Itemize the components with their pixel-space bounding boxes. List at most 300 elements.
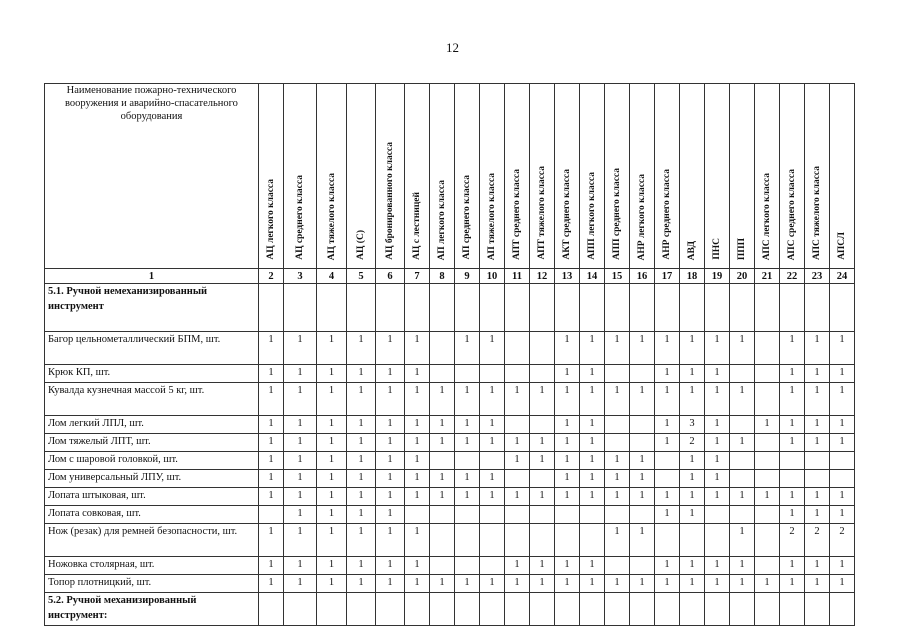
quantity-cell — [505, 332, 530, 365]
quantity-cell — [580, 524, 605, 557]
quantity-cell: 1 — [430, 488, 455, 506]
column-header-label: АП тяжелого класса — [487, 172, 497, 260]
quantity-cell — [555, 524, 580, 557]
quantity-cell: 1 — [830, 506, 855, 524]
quantity-cell — [630, 593, 655, 626]
quantity-cell: 1 — [505, 383, 530, 416]
quantity-cell: 1 — [830, 575, 855, 593]
quantity-cell — [555, 593, 580, 626]
table-row — [45, 383, 855, 416]
column-header — [376, 84, 405, 269]
quantity-cell: 1 — [284, 365, 317, 383]
table-row — [45, 575, 855, 593]
column-header — [530, 84, 555, 269]
quantity-cell — [555, 506, 580, 524]
quantity-cell: 1 — [780, 416, 805, 434]
quantity-cell: 1 — [830, 488, 855, 506]
quantity-cell: 1 — [730, 488, 755, 506]
column-header-label: АЦ тяжелого класса — [326, 172, 337, 260]
quantity-cell: 1 — [605, 332, 630, 365]
quantity-cell: 1 — [284, 524, 317, 557]
quantity-cell — [580, 506, 605, 524]
quantity-cell: 3 — [680, 416, 705, 434]
column-header-label: АПТ тяжелого класса — [537, 166, 547, 260]
quantity-cell: 1 — [317, 452, 347, 470]
quantity-cell: 1 — [805, 416, 830, 434]
quantity-cell: 1 — [455, 416, 480, 434]
column-number: 24 — [830, 269, 855, 284]
column-header — [755, 84, 780, 269]
quantity-cell — [530, 470, 555, 488]
quantity-cell: 1 — [680, 488, 705, 506]
quantity-cell — [755, 383, 780, 416]
quantity-cell — [259, 284, 284, 332]
quantity-cell — [405, 506, 430, 524]
quantity-cell: 1 — [376, 332, 405, 365]
quantity-cell: 1 — [259, 524, 284, 557]
quantity-cell: 1 — [259, 416, 284, 434]
quantity-cell: 1 — [284, 506, 317, 524]
quantity-cell: 1 — [680, 575, 705, 593]
quantity-cell — [730, 365, 755, 383]
quantity-cell: 1 — [317, 575, 347, 593]
column-header-label: ППП — [737, 237, 747, 260]
quantity-cell — [430, 365, 455, 383]
quantity-cell: 1 — [284, 332, 317, 365]
quantity-cell: 1 — [376, 524, 405, 557]
quantity-cell: 1 — [505, 452, 530, 470]
quantity-cell — [705, 524, 730, 557]
column-header-label: ПНС — [712, 238, 722, 260]
quantity-cell — [730, 416, 755, 434]
quantity-cell — [530, 524, 555, 557]
quantity-cell — [630, 557, 655, 575]
column-number: 16 — [630, 269, 655, 284]
quantity-cell: 1 — [780, 488, 805, 506]
quantity-cell — [655, 452, 680, 470]
quantity-cell — [705, 284, 730, 332]
column-number: 11 — [505, 269, 530, 284]
item-name: Кувалда кузнечная массой 5 кг, шт. — [45, 383, 259, 416]
column-header — [805, 84, 830, 269]
quantity-cell: 1 — [580, 434, 605, 452]
quantity-cell: 1 — [680, 506, 705, 524]
quantity-cell — [830, 452, 855, 470]
quantity-cell: 1 — [555, 452, 580, 470]
quantity-cell — [705, 506, 730, 524]
quantity-cell — [755, 332, 780, 365]
quantity-cell: 1 — [680, 365, 705, 383]
quantity-cell: 1 — [630, 488, 655, 506]
quantity-cell: 1 — [580, 470, 605, 488]
quantity-cell — [555, 284, 580, 332]
quantity-cell: 1 — [376, 506, 405, 524]
quantity-cell — [755, 434, 780, 452]
column-header-label: АКТ среднего класса — [562, 169, 572, 260]
column-header — [480, 84, 505, 269]
quantity-cell: 1 — [580, 452, 605, 470]
column-number: 3 — [284, 269, 317, 284]
quantity-cell — [480, 557, 505, 575]
quantity-cell: 1 — [680, 557, 705, 575]
quantity-cell: 1 — [317, 506, 347, 524]
table-row — [45, 506, 855, 524]
quantity-cell — [655, 524, 680, 557]
quantity-cell: 1 — [480, 416, 505, 434]
column-header-label: АПС тяжелого класса — [812, 165, 822, 260]
column-header — [605, 84, 630, 269]
quantity-cell — [455, 365, 480, 383]
table-row — [45, 452, 855, 470]
quantity-cell: 2 — [680, 434, 705, 452]
quantity-cell — [505, 284, 530, 332]
quantity-cell: 1 — [405, 332, 430, 365]
quantity-cell: 1 — [630, 332, 655, 365]
quantity-cell: 1 — [705, 365, 730, 383]
column-header-label: АНР легкого класса — [637, 173, 647, 260]
quantity-cell — [259, 506, 284, 524]
column-header — [430, 84, 455, 269]
item-name: Топор плотницкий, шт. — [45, 575, 259, 593]
quantity-cell — [430, 524, 455, 557]
quantity-cell: 1 — [630, 383, 655, 416]
quantity-cell: 1 — [347, 524, 376, 557]
quantity-cell: 1 — [580, 575, 605, 593]
column-number: 6 — [376, 269, 405, 284]
quantity-cell: 1 — [555, 575, 580, 593]
quantity-cell: 1 — [630, 470, 655, 488]
quantity-cell: 1 — [347, 488, 376, 506]
quantity-cell — [680, 593, 705, 626]
quantity-cell: 1 — [805, 383, 830, 416]
column-header-label: АПСЛ — [837, 232, 847, 260]
quantity-cell: 1 — [630, 524, 655, 557]
quantity-cell: 1 — [455, 434, 480, 452]
quantity-cell — [630, 365, 655, 383]
quantity-cell: 1 — [555, 557, 580, 575]
column-header-label: АПС среднего класса — [787, 168, 797, 260]
quantity-cell: 1 — [805, 332, 830, 365]
quantity-cell — [755, 365, 780, 383]
quantity-cell — [755, 593, 780, 626]
quantity-cell: 1 — [317, 416, 347, 434]
quantity-cell: 1 — [805, 434, 830, 452]
quantity-cell: 1 — [830, 383, 855, 416]
quantity-cell — [505, 416, 530, 434]
column-header-label: АНР среднего класса — [662, 169, 672, 260]
quantity-cell — [505, 506, 530, 524]
quantity-cell: 1 — [705, 470, 730, 488]
column-number: 7 — [405, 269, 430, 284]
item-name: Нож (резак) для ремней безопасности, шт. — [45, 524, 259, 557]
quantity-cell: 1 — [555, 470, 580, 488]
quantity-cell — [605, 506, 630, 524]
quantity-cell: 1 — [705, 383, 730, 416]
quantity-cell: 1 — [405, 452, 430, 470]
quantity-cell — [430, 557, 455, 575]
quantity-cell: 1 — [730, 524, 755, 557]
quantity-cell: 1 — [805, 365, 830, 383]
quantity-cell: 1 — [405, 470, 430, 488]
quantity-cell: 1 — [530, 452, 555, 470]
item-name: Багор цельнометаллический БПМ, шт. — [45, 332, 259, 365]
quantity-cell: 1 — [347, 575, 376, 593]
quantity-cell — [376, 284, 405, 332]
page-number: 12 — [446, 40, 459, 55]
quantity-cell: 1 — [405, 383, 430, 416]
column-number: 15 — [605, 269, 630, 284]
column-number: 21 — [755, 269, 780, 284]
quantity-cell — [405, 284, 430, 332]
quantity-cell: 1 — [284, 575, 317, 593]
quantity-cell — [430, 506, 455, 524]
table-row — [45, 434, 855, 452]
quantity-cell: 1 — [259, 557, 284, 575]
quantity-cell: 1 — [655, 365, 680, 383]
quantity-cell — [755, 470, 780, 488]
quantity-cell — [284, 284, 317, 332]
quantity-cell: 1 — [376, 434, 405, 452]
quantity-cell: 1 — [430, 383, 455, 416]
quantity-cell: 1 — [259, 452, 284, 470]
quantity-cell — [376, 593, 405, 626]
column-header-label: АЦ легкого класса — [266, 179, 276, 260]
quantity-cell — [480, 593, 505, 626]
quantity-cell — [530, 332, 555, 365]
quantity-cell: 1 — [317, 383, 347, 416]
column-header — [730, 84, 755, 269]
table-row — [45, 557, 855, 575]
quantity-cell — [505, 524, 530, 557]
quantity-cell: 1 — [317, 488, 347, 506]
quantity-cell: 1 — [705, 434, 730, 452]
quantity-cell: 1 — [555, 365, 580, 383]
column-header — [284, 84, 317, 269]
quantity-cell — [480, 506, 505, 524]
quantity-cell: 1 — [376, 557, 405, 575]
quantity-cell — [705, 593, 730, 626]
quantity-cell: 1 — [655, 506, 680, 524]
table-row — [45, 416, 855, 434]
quantity-cell: 1 — [805, 575, 830, 593]
quantity-cell — [805, 452, 830, 470]
quantity-cell — [730, 593, 755, 626]
quantity-cell: 1 — [655, 416, 680, 434]
item-name: Лом с шаровой головкой, шт. — [45, 452, 259, 470]
quantity-cell: 1 — [530, 575, 555, 593]
quantity-cell: 1 — [680, 332, 705, 365]
quantity-cell: 1 — [430, 575, 455, 593]
quantity-cell — [605, 416, 630, 434]
quantity-cell: 1 — [630, 452, 655, 470]
column-number: 2 — [259, 269, 284, 284]
quantity-cell: 1 — [259, 575, 284, 593]
column-number: 23 — [805, 269, 830, 284]
item-name: Лом легкий ЛПЛ, шт. — [45, 416, 259, 434]
table-row — [45, 488, 855, 506]
quantity-cell: 1 — [347, 416, 376, 434]
quantity-cell: 1 — [376, 383, 405, 416]
quantity-cell: 1 — [830, 434, 855, 452]
quantity-cell: 1 — [430, 416, 455, 434]
quantity-cell: 1 — [555, 434, 580, 452]
quantity-cell: 1 — [376, 488, 405, 506]
column-header — [630, 84, 655, 269]
quantity-cell: 1 — [480, 488, 505, 506]
quantity-cell: 1 — [655, 332, 680, 365]
quantity-cell: 1 — [430, 434, 455, 452]
item-name: Лопата штыковая, шт. — [45, 488, 259, 506]
quantity-cell: 1 — [317, 365, 347, 383]
quantity-cell: 1 — [530, 383, 555, 416]
column-header — [317, 84, 347, 269]
quantity-cell: 1 — [830, 416, 855, 434]
column-number: 10 — [480, 269, 505, 284]
quantity-cell — [755, 557, 780, 575]
quantity-cell — [755, 284, 780, 332]
column-number: 5 — [347, 269, 376, 284]
quantity-cell — [580, 284, 605, 332]
quantity-cell: 1 — [405, 575, 430, 593]
quantity-cell: 1 — [405, 365, 430, 383]
quantity-cell: 1 — [347, 470, 376, 488]
quantity-cell — [284, 593, 317, 626]
column-header — [259, 84, 284, 269]
column-header — [555, 84, 580, 269]
item-name: Крюк КП, шт. — [45, 365, 259, 383]
quantity-cell — [780, 470, 805, 488]
column-header — [580, 84, 605, 269]
quantity-cell — [347, 284, 376, 332]
table-row — [45, 470, 855, 488]
quantity-cell — [805, 470, 830, 488]
quantity-cell: 1 — [780, 557, 805, 575]
quantity-cell: 1 — [830, 365, 855, 383]
quantity-cell: 1 — [780, 365, 805, 383]
quantity-cell — [405, 593, 430, 626]
quantity-cell: 1 — [530, 434, 555, 452]
column-header — [455, 84, 480, 269]
quantity-cell: 1 — [705, 332, 730, 365]
quantity-cell: 1 — [405, 524, 430, 557]
quantity-cell: 1 — [455, 488, 480, 506]
quantity-cell: 1 — [347, 452, 376, 470]
quantity-cell: 1 — [284, 416, 317, 434]
quantity-cell: 1 — [555, 416, 580, 434]
quantity-cell — [780, 452, 805, 470]
column-header-label: АП легкого класса — [437, 179, 447, 260]
quantity-cell: 1 — [480, 383, 505, 416]
quantity-cell: 1 — [655, 488, 680, 506]
quantity-cell — [480, 452, 505, 470]
column-header — [405, 84, 430, 269]
quantity-cell: 2 — [830, 524, 855, 557]
quantity-cell: 1 — [605, 470, 630, 488]
column-number: 8 — [430, 269, 455, 284]
section-title: 5.1. Ручной немеханизированный инструмент — [45, 284, 259, 332]
quantity-cell: 1 — [755, 575, 780, 593]
quantity-cell: 1 — [376, 416, 405, 434]
quantity-cell — [455, 506, 480, 524]
column-header-label: АПТ среднего класса — [512, 169, 522, 260]
quantity-cell — [505, 593, 530, 626]
column-header — [680, 84, 705, 269]
section-title: 5.2. Ручной механизированный инструмент: — [45, 593, 259, 626]
quantity-cell: 1 — [605, 488, 630, 506]
quantity-cell: 1 — [347, 383, 376, 416]
quantity-cell — [755, 524, 780, 557]
quantity-cell: 1 — [555, 332, 580, 365]
quantity-cell: 1 — [730, 557, 755, 575]
quantity-cell: 1 — [555, 488, 580, 506]
quantity-cell — [430, 593, 455, 626]
quantity-cell — [530, 506, 555, 524]
equipment-table — [44, 83, 855, 626]
quantity-cell: 2 — [805, 524, 830, 557]
quantity-cell: 1 — [705, 575, 730, 593]
quantity-cell: 2 — [780, 524, 805, 557]
quantity-cell: 1 — [284, 434, 317, 452]
quantity-cell — [317, 593, 347, 626]
column-header — [780, 84, 805, 269]
quantity-cell — [805, 593, 830, 626]
quantity-cell — [780, 593, 805, 626]
quantity-cell: 1 — [605, 383, 630, 416]
column-number: 19 — [705, 269, 730, 284]
column-number: 18 — [680, 269, 705, 284]
quantity-cell — [605, 365, 630, 383]
quantity-cell: 1 — [655, 557, 680, 575]
item-name: Лом универсальный ЛПУ, шт. — [45, 470, 259, 488]
quantity-cell — [655, 284, 680, 332]
quantity-cell — [680, 524, 705, 557]
quantity-cell: 1 — [376, 575, 405, 593]
column-number: 12 — [530, 269, 555, 284]
quantity-cell: 1 — [605, 524, 630, 557]
quantity-cell — [730, 284, 755, 332]
quantity-cell: 1 — [530, 488, 555, 506]
quantity-cell: 1 — [259, 383, 284, 416]
quantity-cell — [630, 284, 655, 332]
column-header-label: АЦ бронированного класса — [385, 142, 395, 260]
quantity-cell: 1 — [284, 557, 317, 575]
quantity-cell: 1 — [347, 506, 376, 524]
column-header-label: АПП среднего класса — [612, 168, 622, 260]
column-number: 17 — [655, 269, 680, 284]
quantity-cell: 1 — [730, 332, 755, 365]
quantity-cell: 1 — [259, 470, 284, 488]
quantity-cell — [755, 452, 780, 470]
quantity-cell: 1 — [805, 557, 830, 575]
quantity-cell — [455, 452, 480, 470]
quantity-cell: 1 — [455, 383, 480, 416]
quantity-cell — [655, 593, 680, 626]
quantity-cell: 1 — [284, 488, 317, 506]
quantity-cell: 1 — [405, 416, 430, 434]
quantity-cell: 1 — [830, 557, 855, 575]
quantity-cell — [730, 452, 755, 470]
quantity-cell — [505, 365, 530, 383]
quantity-cell: 1 — [317, 557, 347, 575]
quantity-cell: 1 — [480, 434, 505, 452]
quantity-cell — [430, 332, 455, 365]
column-header-label: АЦ среднего класса — [295, 175, 305, 260]
quantity-cell: 1 — [680, 383, 705, 416]
quantity-cell: 1 — [376, 452, 405, 470]
quantity-cell — [730, 506, 755, 524]
quantity-cell: 1 — [505, 488, 530, 506]
quantity-cell: 1 — [630, 575, 655, 593]
